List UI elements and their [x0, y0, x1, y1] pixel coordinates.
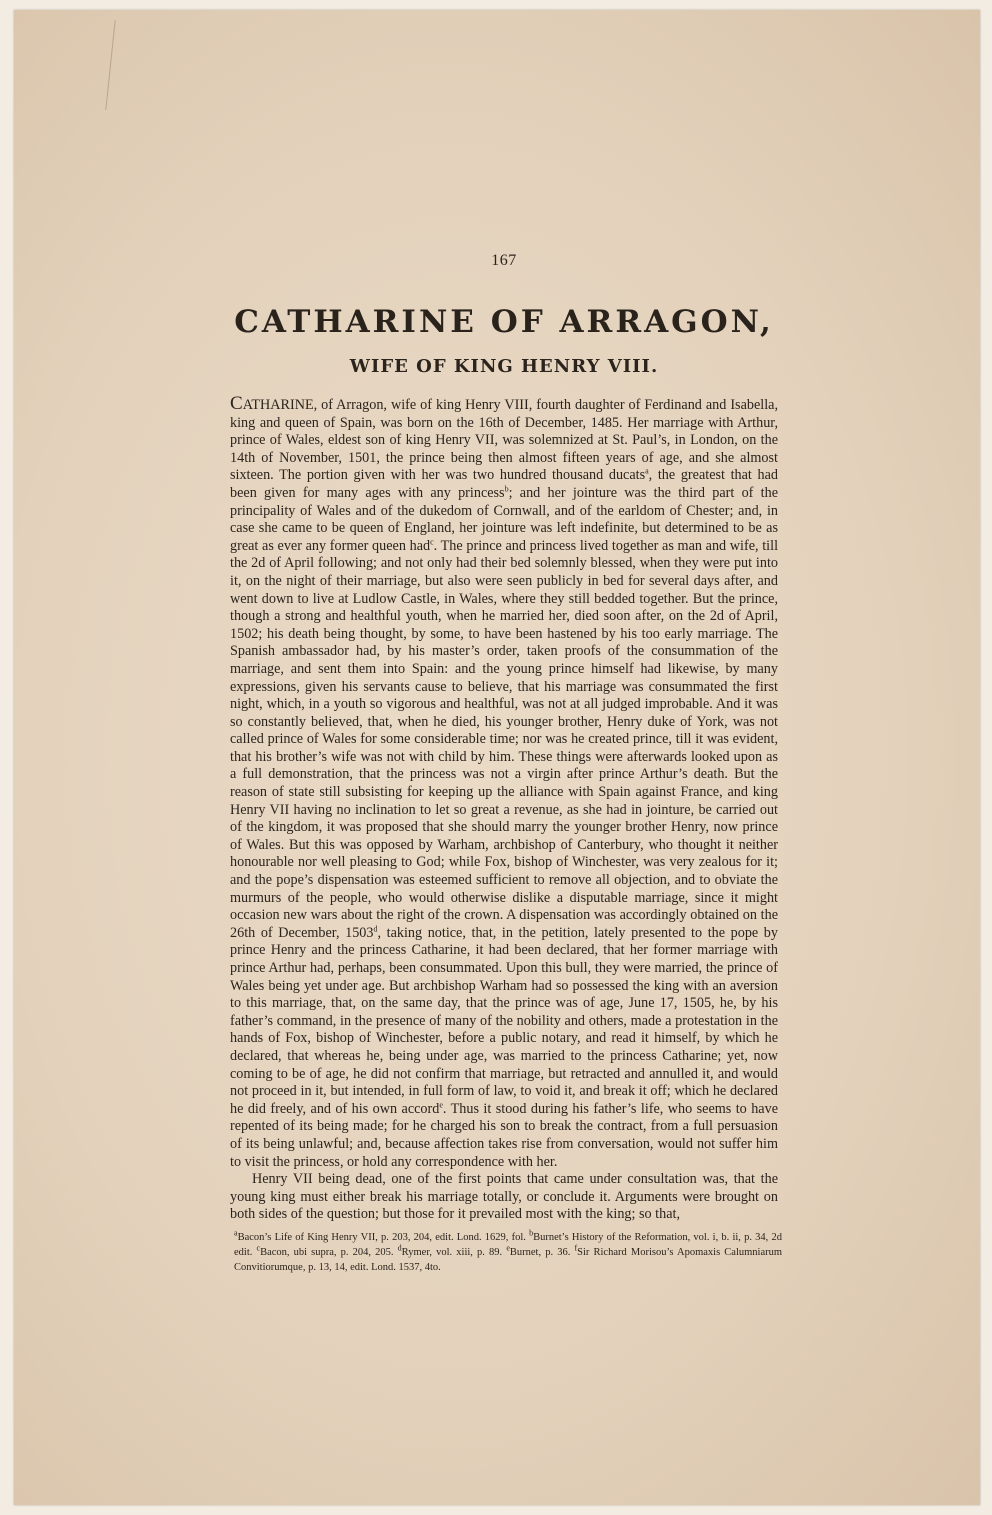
footnote-text: Bacon, ubi supra, p. 204, 205. — [260, 1247, 394, 1258]
footnote-marker: c — [256, 1243, 261, 1253]
footnote-marker: d — [373, 924, 378, 934]
page-subtitle: WIFE OF KING HENRY VIII. — [349, 356, 659, 377]
footnote-text: Burnet, p. 36. — [509, 1247, 571, 1258]
footnote-text: Bacon’s Life of King Henry VII, p. 203, 204, edit. Lond. 1629, fol. — [237, 1232, 526, 1243]
footnote-text: Rymer, vol. xiii, p. 89. — [401, 1247, 503, 1258]
footnote-e — [506, 1243, 571, 1258]
footnote-d — [397, 1243, 503, 1258]
body-text: , the greatest that had been given for many ages with any princess — [230, 467, 778, 501]
body-paragraph-1 — [230, 395, 778, 1171]
footnote-text: Burnet’s History of the Reformation, vol. i, b. ii, p. 34, 2d edit. — [234, 1232, 783, 1258]
body-paragraph-2: Henry VII being dead, one of the first points that came under consultation was, that the young king must either break his marriage totally, or conclude it. Arguments were brought on both sides of the question; but those for it prevailed most with the king; so that, — [230, 1171, 778, 1223]
body-text: , taking notice, that, in the petition, lately presented to the pope by prince Henry and the princess Catharine, it had been declared, that her former marriage with prince Arthur had, perhaps, been consummated. Upon this bull, they were married, the prince of Wales being yet under age. But archbishop Warham had so possessed the king with an aversion to this marriage, that, on the same day, that the prince was of age, June 17, 1505, he, by his father’s command, in the presence of many of the nobility and others, made a protestation in the hands of Fox, bishop of Winchester, before a public notary, and read it himself, by which he declared, that whereas he, being under age, was married to the princess Catharine; yet, now coming to be of age, he did not confirm that marriage, but retracted and annulled it, and would not proceed in it, but intended, in full form of law, to void it, and break it off; which he declared he did freely, and of his own accord — [230, 924, 778, 1117]
footnote-text: Sir Richard Morisou’s Apomaxis Calumniarum Convitiorumque, p. 13, 14, edit. Lond. 1537, 4to. — [234, 1247, 783, 1273]
body-text: ATHARINE, of Arragon, wife of king Henry VIII, fourth daughter of Ferdinand and Isabella, king and queen of Spain, was born on the 16th of December, 1485. Her marriage with Arthur, prince of Wales, eldest son of king Henry VII, was solemnized at St. Paul’s, in London, on the 14th of November, 1501, the prince being then almost fifteen years of age, and she almost sixteen. The portion given with her was two hundred thousand ducats — [230, 397, 778, 484]
paper-crease — [105, 20, 127, 110]
footnotes — [234, 1230, 782, 1275]
footnote-c — [256, 1243, 394, 1258]
footnote-marker: a — [234, 1228, 238, 1238]
footnote-marker: b — [529, 1228, 534, 1238]
footnote-marker: e — [506, 1243, 510, 1253]
footnote-marker: d — [397, 1243, 402, 1253]
paper-sheet — [14, 10, 980, 1505]
drop-cap: C — [230, 393, 243, 414]
footnote-marker: b — [504, 484, 509, 494]
footnote-marker: f — [574, 1243, 578, 1253]
footnote-a — [234, 1228, 526, 1243]
footnote-marker: c — [430, 537, 434, 547]
body-text: . Thus it stood during his father’s life, who seems to have repented of its being made; for he charged his son to break the contract, from a full persuasion of its being unlawful; and, because affection takes rise from conversation, would not suffer him to visit the princess, or hold any correspondence with her. — [230, 1100, 778, 1170]
body-text: . The prince and princess lived together as man and wife, till the 2d of April following; and not only had their bed solemnly blessed, when they were put into it, on the night of their marriage, but also were seen publicly in bed for several days after, and went down to live at Ludlow Castle, in Wales, where they still bedded together. But the prince, though a strong and healthful youth, when he married her, died soon after, on the 2d of April, 1502; his death being thought, by some, to have been hastened by his too early marriage. The Spanish ambassador had, by his master’s order, taken proofs of the consummation of the marriage, and sent them into Spain: and the young prince himself had likewise, by many expressions, given his servants cause to believe, that his marriage was consummated the first night, which, in a youth so vigorous and healthful, was not at all judged improbable. And it was so constantly believed, that, when he died, his younger brother, Henry duke of York, was not called prince of Wales for some considerable time; nor was he created prince, till it was evident, that his brother’s wife was not with child by him. These things were afterwards looked upon as a full demonstration, that the princess was not a virgin after prince Arthur’s death. But the reason of state still subsisting for keeping up the alliance with Spain against France, and king Henry VII having no inclination to let so great a revenue, as she had in jointure, be carried out of the kingdom, it was proposed that she should marry the younger brother Henry, now prince of Wales. But this was opposed by Warham, archbishop of Canterbury, who thought it neither honourable nor well pleasing to God; while Fox, bishop of Winchester, was very zealous for it; and the pope’s dispensation was esteemed sufficient to remove all objection, and to obviate the murmurs of the people, who would otherwise dislike a disputable marriage, since it might occasion new wars about the right of the crown. A dispensation was accordingly obtained on the 26th of December, 1503 — [230, 537, 779, 941]
footnote-marker: e — [439, 1100, 443, 1110]
text-column — [230, 252, 778, 1224]
footnote-marker: a — [645, 466, 649, 476]
page-number: 167 — [491, 252, 517, 269]
body-text: ; and her jointure was the third part of the principality of Wales and of the dukedom of Cornwall, and of the earldom of Chester; and, in case she came to be queen of England, her jointure was left indefinite, but determined to be as great as ever any former queen had — [230, 484, 778, 554]
page-title: CATHARINE OF ARRAGON, — [234, 304, 774, 340]
